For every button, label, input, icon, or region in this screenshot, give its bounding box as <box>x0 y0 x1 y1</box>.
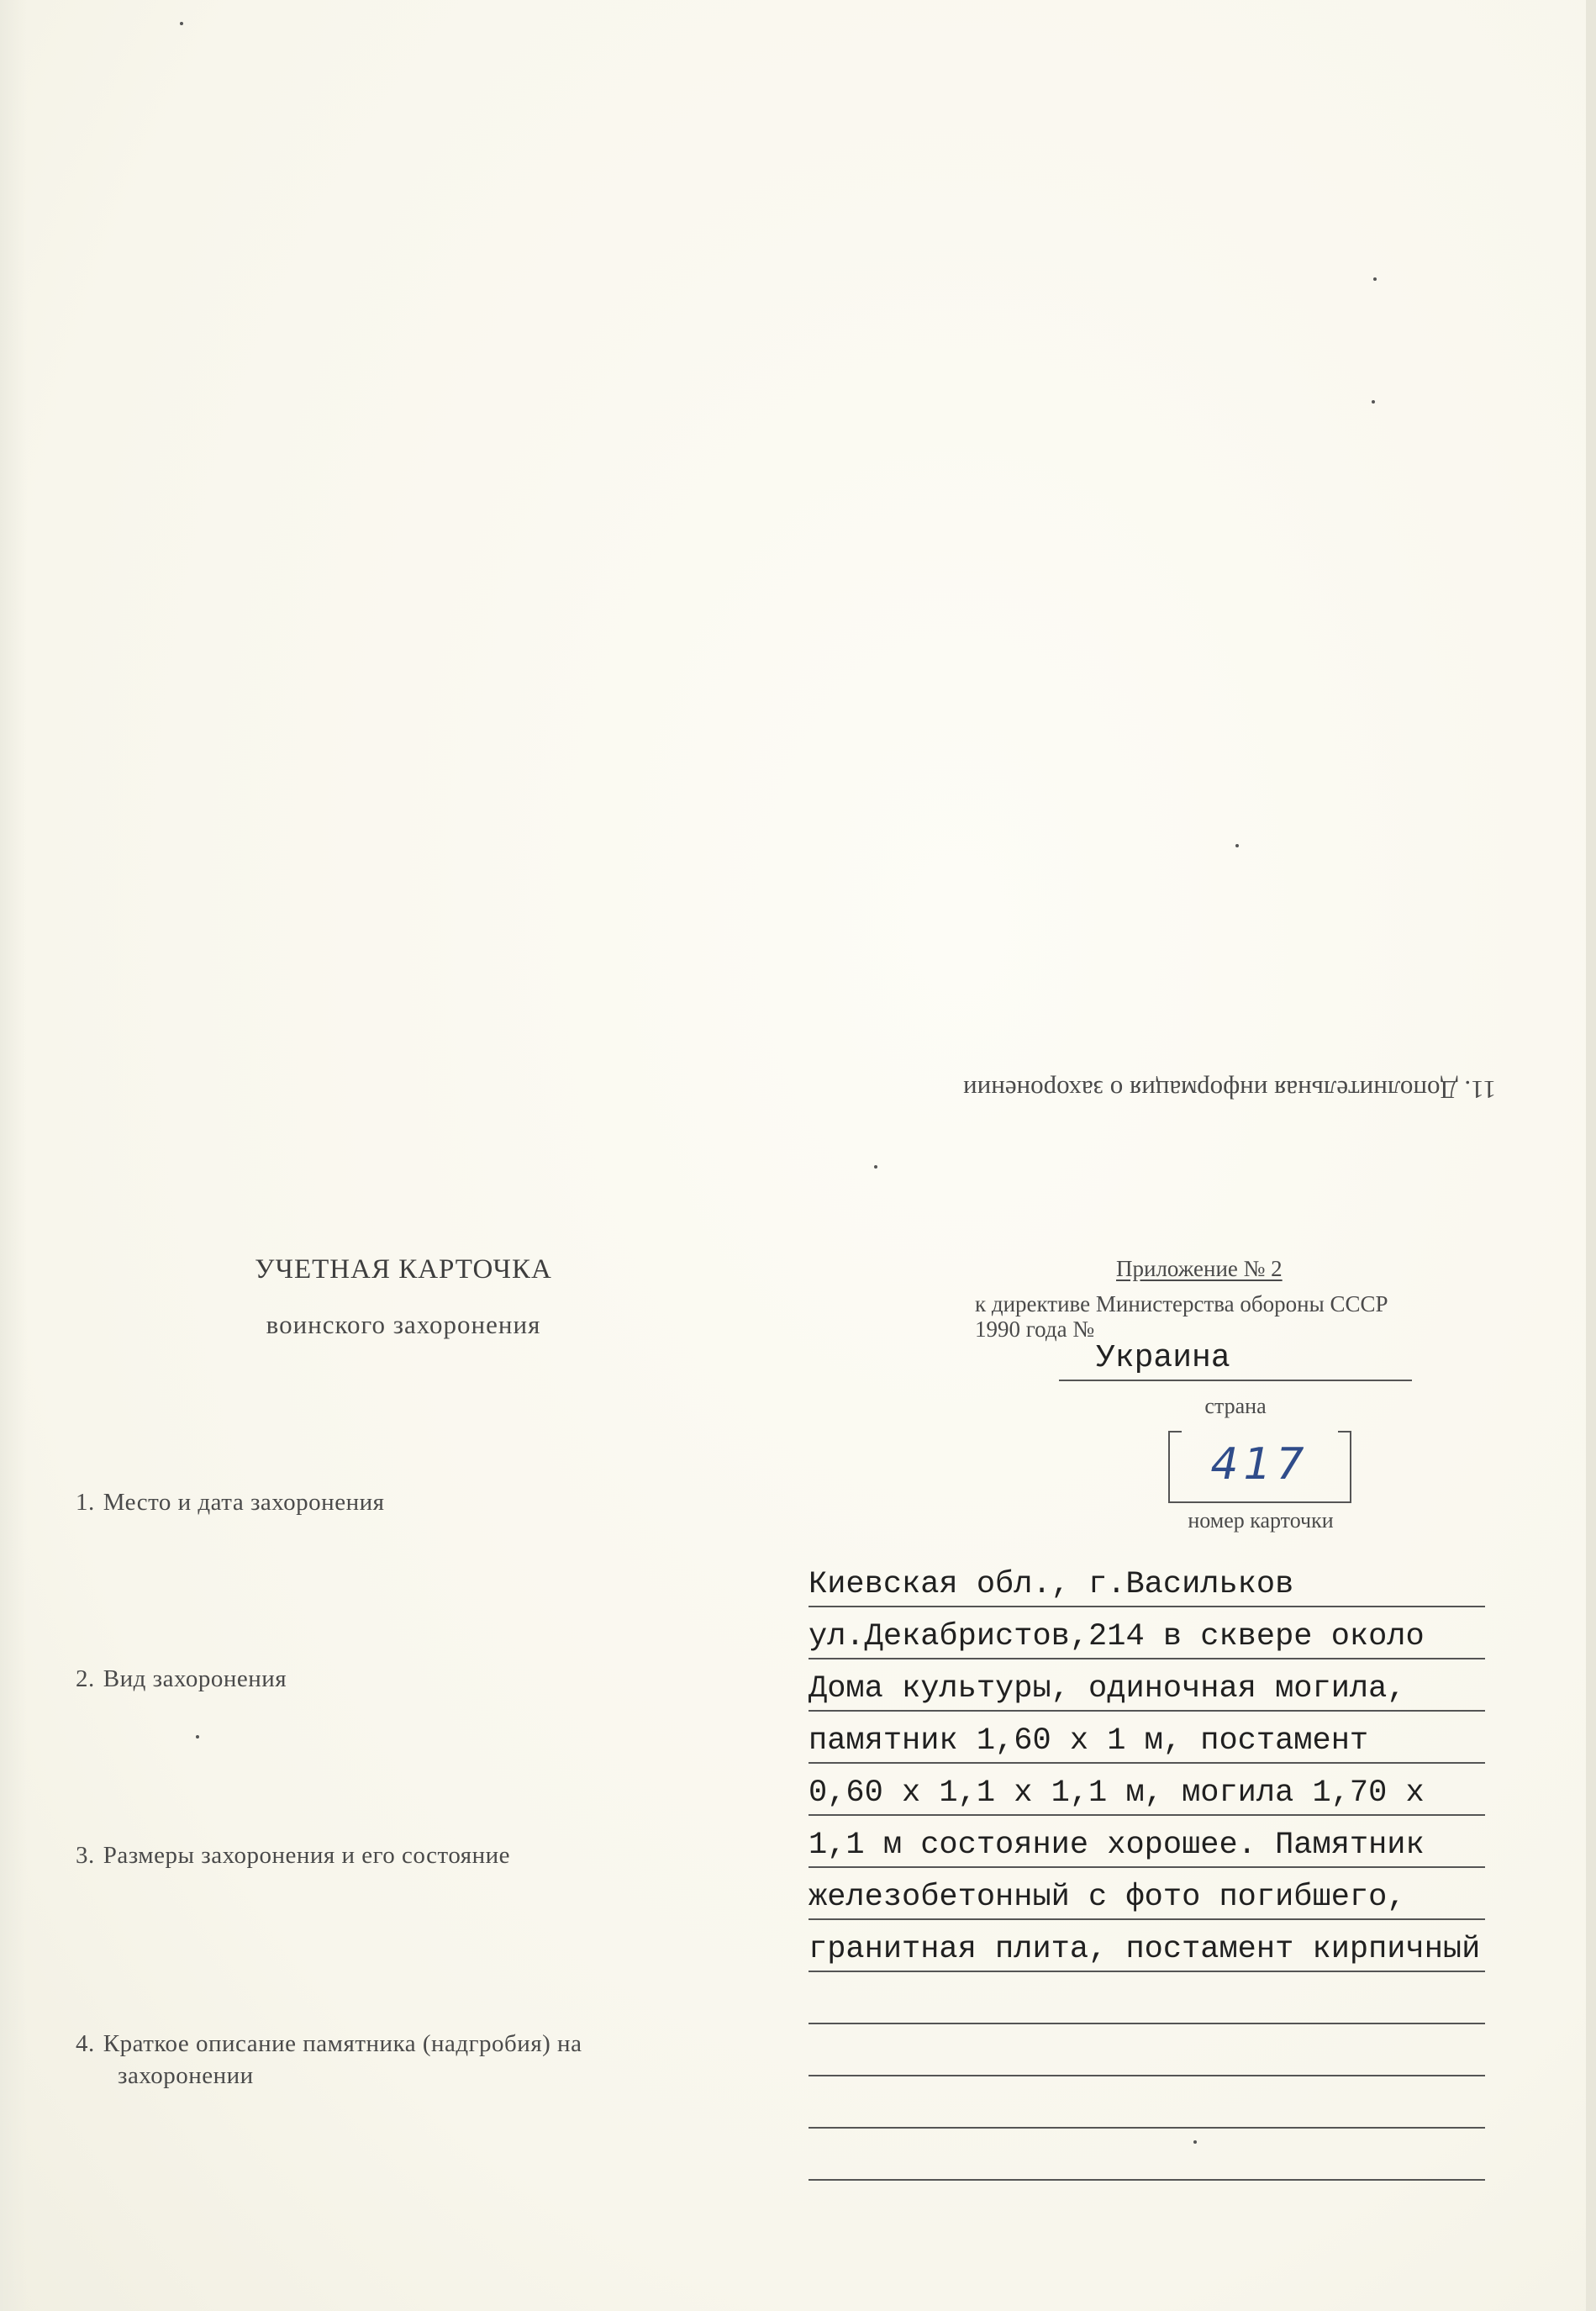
paper-speck <box>874 1165 877 1169</box>
typed-entry-lines <box>809 1555 1556 2181</box>
entry-line <box>809 2076 1485 2129</box>
entry-line <box>809 2024 1485 2076</box>
card-subtitle: воинского захоронения <box>266 1310 541 1339</box>
entry-line <box>809 2129 1485 2181</box>
country-caption: страна <box>1204 1394 1267 1418</box>
paper-edge-right <box>1586 0 1596 2311</box>
paper-speck <box>180 22 183 25</box>
typed-text: ул.Декабристов,214 в сквере около <box>809 1619 1425 1654</box>
country-field: Украина <box>1059 1340 1412 1381</box>
paper-speck <box>1235 844 1239 847</box>
entry-line <box>809 1920 1485 1972</box>
card-title: УЧЕТНАЯ КАРТОЧКА <box>255 1254 552 1285</box>
entry-line <box>809 1868 1485 1920</box>
directive-line: к директиве Министерства обороны СССР <box>975 1291 1388 1316</box>
entry-line <box>809 1764 1485 1816</box>
card-number-caption: номер карточки <box>1188 1508 1334 1533</box>
entry-line <box>809 1659 1485 1712</box>
card-number-handwritten: 417 <box>1210 1439 1309 1490</box>
field-label-burial-type <box>76 1663 287 1695</box>
directive-reference <box>975 1291 1496 1342</box>
paper-speck <box>196 1735 199 1739</box>
typed-text: Дома культуры, одиночная могила, <box>809 1671 1406 1707</box>
field-label-text: Место и дата захоронения <box>103 1489 385 1516</box>
paper-edge-left <box>0 0 27 2311</box>
typed-text: 0,60 х 1,1 х 1,1 м, могила 1,70 х <box>809 1775 1425 1811</box>
field-label-text: Размеры захоронения и его состояние <box>103 1842 511 1869</box>
typed-text: железобетонный с фото погибшего, <box>809 1880 1406 1915</box>
field-label-text-continued: захоронении <box>118 2062 254 2089</box>
field-number: 2. <box>76 1665 95 1692</box>
field-label-burial-size <box>76 1839 510 1871</box>
field-number: 4. <box>76 2030 95 2057</box>
directive-line: 1990 года № <box>975 1316 1095 1342</box>
field-label-burial-place <box>76 1486 384 1518</box>
field-label-monument-description <box>76 2028 582 2092</box>
entry-line <box>809 1816 1485 1868</box>
typed-text: гранитная плита, постамент кирпичный <box>809 1932 1481 1967</box>
entry-line <box>809 1555 1485 1607</box>
field-number: 3. <box>76 1842 95 1869</box>
appendix-label: Приложение № 2 <box>1116 1256 1283 1281</box>
field-number: 1. <box>76 1489 95 1516</box>
typed-text: памятник 1,60 х 1 м, постамент <box>809 1723 1369 1759</box>
card-number-box <box>1168 1431 1351 1503</box>
typed-text: 1,1 м состояние хорошее. Памятник <box>809 1828 1425 1863</box>
entry-line <box>809 1972 1485 2024</box>
typed-text: Киевская обл., г.Васильков <box>809 1567 1294 1602</box>
additional-info-heading-inverted: 11. Дополнительная информация о захоронении <box>963 1075 1496 1105</box>
entry-line <box>809 1712 1485 1764</box>
paper-speck <box>1372 400 1375 404</box>
field-label-text: Краткое описание памятника (надгробия) на <box>103 2030 582 2057</box>
entry-line <box>809 1607 1485 1659</box>
paper-speck <box>1373 277 1377 281</box>
field-label-text: Вид захоронения <box>103 1665 287 1692</box>
